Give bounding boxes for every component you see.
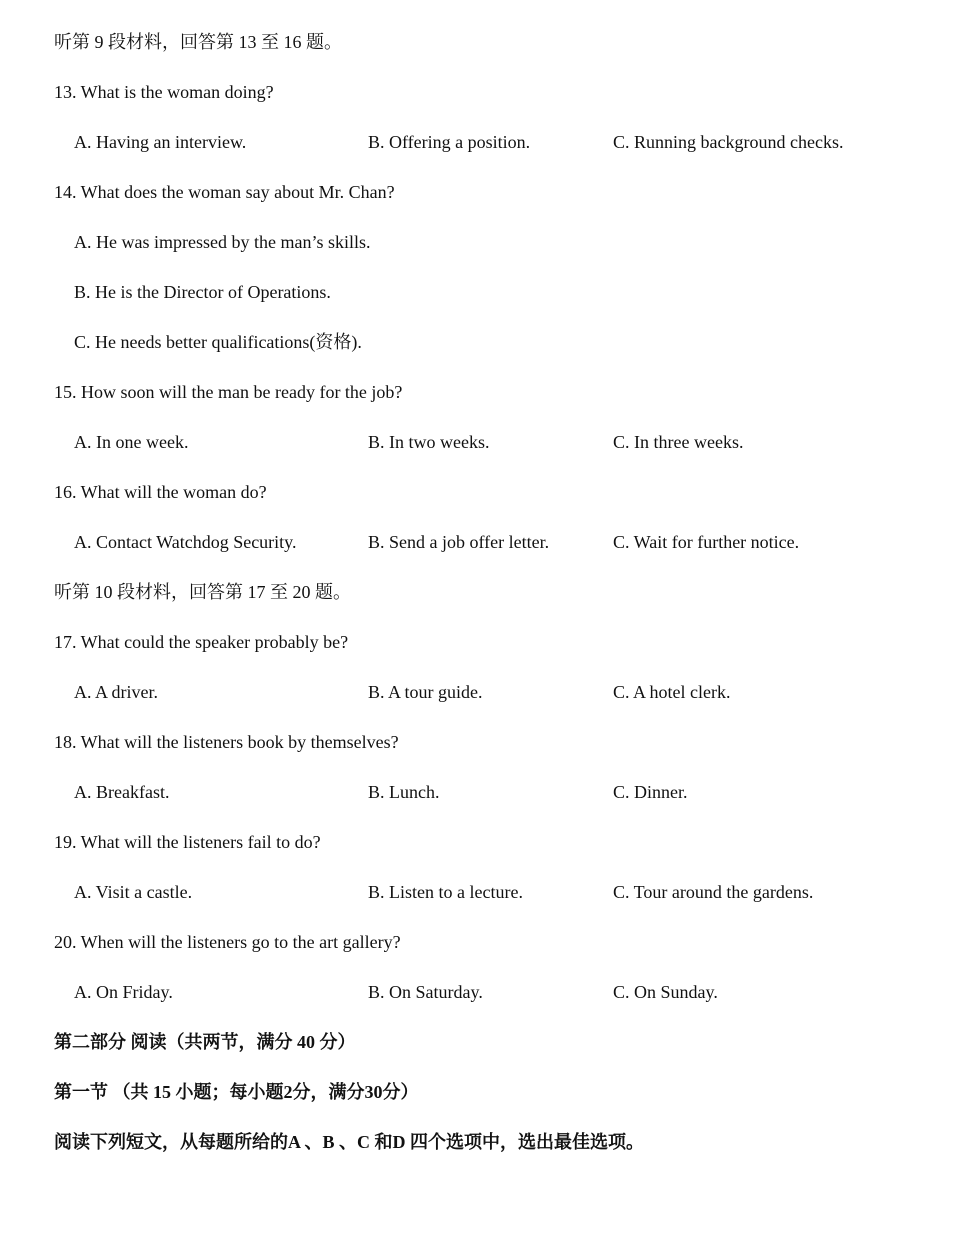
option-20-a: A. On Friday.: [74, 982, 173, 1002]
question-17: 17. What could the speaker probably be?: [54, 632, 349, 652]
option-13-c: C. Running background checks.: [613, 132, 844, 152]
option-16-b: B. Send a job offer letter.: [368, 532, 550, 552]
option-14-c: C. He needs better qualifications(资格).: [74, 332, 362, 352]
option-13-a: A. Having an interview.: [74, 132, 247, 152]
option-18-b: B. Lunch.: [368, 782, 440, 802]
option-18-a: A. Breakfast.: [74, 782, 170, 802]
option-20-c: C. On Sunday.: [613, 982, 718, 1002]
section-1-heading: 第一节 （共 15 小题；每小题2分，满分30分）: [54, 1082, 419, 1102]
question-13: 13. What is the woman doing?: [54, 82, 274, 102]
reading-instruction: 阅读下列短文，从每题所给的A 、B 、C 和D 四个选项中，选出最佳选项。: [54, 1132, 645, 1152]
question-18: 18. What will the listeners book by themselves?: [54, 732, 399, 752]
option-19-b: B. Listen to a lecture.: [368, 882, 523, 902]
option-16-a: A. Contact Watchdog Security.: [74, 532, 297, 552]
option-13-b: B. Offering a position.: [368, 132, 531, 152]
option-17-a: A. A driver.: [74, 682, 158, 702]
question-20: 20. When will the listeners go to the art gallery?: [54, 932, 401, 952]
instruction-section-10: 听第 10 段材料，回答第 17 至 20 题。: [54, 582, 351, 602]
question-19: 19. What will the listeners fail to do?: [54, 832, 321, 852]
option-17-b: B. A tour guide.: [368, 682, 483, 702]
part-2-heading: 第二部分 阅读（共两节，满分 40 分）: [54, 1032, 356, 1052]
question-16: 16. What will the woman do?: [54, 482, 267, 502]
option-14-a: A. He was impressed by the man’s skills.: [74, 232, 371, 252]
option-15-b: B. In two weeks.: [368, 432, 490, 452]
option-14-b: B. He is the Director of Operations.: [74, 282, 331, 302]
option-17-c: C. A hotel clerk.: [613, 682, 731, 702]
option-19-a: A. Visit a castle.: [74, 882, 193, 902]
option-15-c: C. In three weeks.: [613, 432, 744, 452]
option-19-c: C. Tour around the gardens.: [613, 882, 814, 902]
option-16-c: C. Wait for further notice.: [613, 532, 800, 552]
option-18-c: C. Dinner.: [613, 782, 688, 802]
question-15: 15. How soon will the man be ready for the job?: [54, 382, 403, 402]
option-20-b: B. On Saturday.: [368, 982, 483, 1002]
option-15-a: A. In one week.: [74, 432, 189, 452]
question-14: 14. What does the woman say about Mr. Chan?: [54, 182, 395, 202]
instruction-section-9: 听第 9 段材料，回答第 13 至 16 题。: [54, 32, 342, 52]
